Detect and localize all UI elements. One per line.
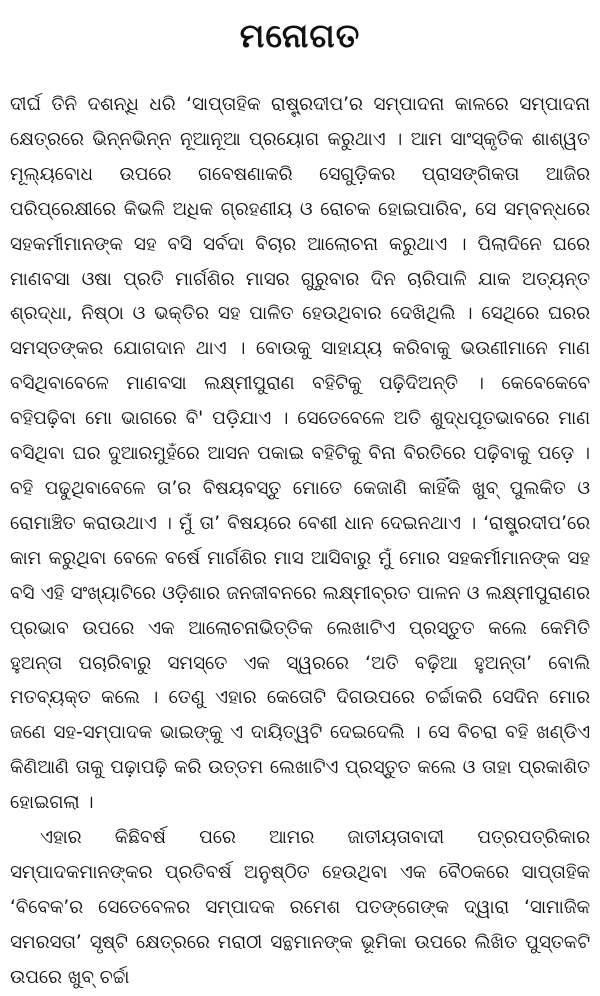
page-title: ମନୋଗତ <box>239 16 361 55</box>
paragraph-1: ଦୀର୍ଘ ତିନି ଦଶନ୍ଧି ଧରି ‘ସାପ୍ତାହିକ ରାଷ୍ଟ୍ରଦୀପ’ର ସମ୍ପାଦନା କାଳରେ ସମ୍ପାଦନା କ୍ଷେତ୍ରରେ ଭିନ୍ନଭିନ୍ନ ନୂଆନୂଆ ପ୍ରୟୋଗ କରୁଥାଏ । ଆମ ସାଂସ୍କୃତିକ ଶାଶ୍ୱତ ମୂଲ୍ୟବୋଧ ଉପରେ ଗବେଷଣାକରି ସେଗୁଡ଼ିକର ପ୍ରାସଙ୍ଗିକତା ଆଜିର ପରିପ୍ରେକ୍ଷୀରେ କିଭଳି ଅଧିକ ଗ୍ରହଣୀୟ ଓ ରୋଚକ ହୋଇପାରିବ, ସେ ସମ୍ବନ୍ଧରେ ସହକର୍ମୀମାନଙ୍କ ସହ ବସି ସର୍ବଦା ବିଚାର ଆଲୋଚନା କରୁଥାଏ । ପିଲାଦିନେ ଘରେ ମାଣବସା ଓଷା ପ୍ରତି ମାର୍ଗଶିର ମାସର ଗୁରୁବାର ଦିନ ଚାରିପାଳି ଯାକ ଅତ୍ୟନ୍ତ ଶ୍ରଦ୍ଧା, ନିଷ୍ଠା ଓ ଭକ୍ତିର ସହ ପାଳିତ ହେଉଥିବାର ଦେଖିଥିଲି । ସେଥିରେ ଘରର ସମସ୍ତଙ୍କର ଯୋଗଦାନ ଥାଏ । ବୋଉକୁ ସାହାଯ୍ୟ କରିବାକୁ ଭଉଣୀମାନେ ମାଣ ବସିଥିବାବେଳେ ମାଣବସା ଲକ୍ଷ୍ମୀପୁରାଣ ବହିଟିକୁ ପଢ଼ିଦିଅନ୍ତି । କେବେକେବେ ବହିପଢ଼ିବା ମୋ ଭାଗରେ ବି' ପଡ଼ିଯାଏ । ସେତେବେଳେ ଅତି ଶୁଦ୍ଧପୂତଭାବରେ ମାଣ ବସିଥିବା ଘର ଦୁଆରମୁହଁରେ ଆସନ ପକାଇ ବହିଟିକୁ ବିନା ବିରତିରେ ପଢ଼ିବାକୁ ପଡ଼େ । ବହି ପଢୁଥିବାବେଳେ ତା’ର ବିଷୟବସ୍ତୁ ମୋତେ କେଜାଣି କାହିଁକି ଖୁବ୍ ପୁଲକିତ ଓ ରୋମାଞ୍ଚିତ କରାଉଥାଏ । ମୁଁ ତା’ ବିଷୟରେ ବେଶୀ ଧାନ ଦେଇନଥାଏ । ‘ରାଷ୍ଟ୍ରଦୀପ’ରେ କାମ କରୁଥିବା ବେଳେ ବର୍ଷେ ମାର୍ଗଶିର ମାସ ଆସିବାରୁ ମୁଁ ମୋର ସହକର୍ମୀମାନଙ୍କ ସହ ବସି ଏହି ସଂଖ୍ୟାଟିରେ ଓଡ଼ିଶାର ଜନଜୀବନରେ ଲକ୍ଷ୍ମୀବ୍ରତ ପାଳନ ଓ ଲକ୍ଷ୍ମୀପୁରାଣର ପ୍ରଭାବ ଉପରେ ଏକ ଆଲୋଚନାଭିତ୍ତିକ ଲେଖାଟିଏ ପ୍ରସ୍ତୁତ କଲେ କେମିତି ହୁଅନ୍ତା ପଚାରିବାରୁ ସମସ୍ତେ ଏକ ସ୍ୱରରେ ‘ଅତି ବଢ଼ିଆ ହୁଅନ୍ତା’ ବୋଲି ମତବ୍ୟକ୍ତ କଲେ । ତେଣୁ ଏହାର କେତୋଟି ଦିଗଉପରେ ଚର୍ଚ୍ଚାକରି ସେଦିନ ମୋର ଜଣେ ସହ-ସମ୍ପାଦକ ଭାଇଙ୍କୁ ଏ ଦାୟିତ୍ୱଟି ଦେଇଦେଲି । ସେ ବିଚରା ବହି ଖଣ୍ଡିଏ କିଣିଆଣି ତାକୁ ପଢ଼ାପଢ଼ି କରି ଉତ୍ତମ ଲେଖାଟିଏ ପ୍ରସ୍ତୁତ କଲେ ଓ ତାହା ପ୍ରକାଶିତ ହୋଇଗଲା । <box>10 94 590 814</box>
paragraph-2: ଏହାର କିଛିବର୍ଷ ପରେ ଆମର ଜାତୀୟତାବାଦୀ ପତ୍ରପତ୍ରିକାର ସମ୍ପାଦକମାନଙ୍କର ପ୍ରତିବର୍ଷ ଅନୁଷ୍ଠିତ ହେଉଥିବା ଏକ ବୈଠକରେ ସାପ୍ତାହିକ ‘ବିବେକ’ର ସେତେବେଳର ସମ୍ପାଦକ ରମେଶ ପତଙ୍ଗେଙ୍କ ଦ୍ୱାରା ‘ସାମାଜିକ ସମରସତା’ ସୃଷ୍ଟି କ୍ଷେତ୍ରରେ ମରାଠୀ ସନ୍ଥମାନଙ୍କ ଭୂମିକା ଉପରେ ଲିଖିତ ପୁସ୍ତକଟି ଉପରେ ଖୁବ୍ ଚର୍ଚ୍ଚା <box>10 827 590 988</box>
